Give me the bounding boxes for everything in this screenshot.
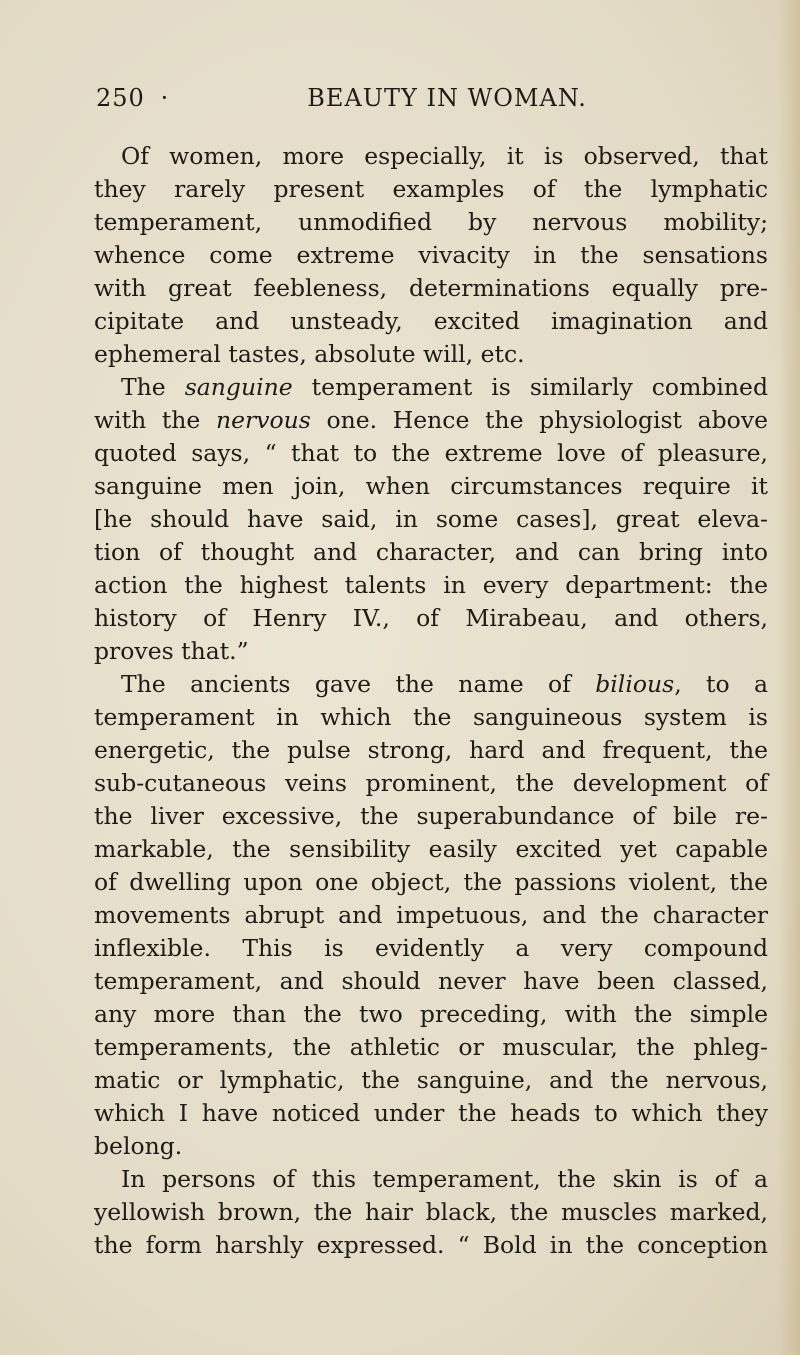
text-line	[94, 371, 768, 404]
text-line	[94, 668, 768, 701]
text-line: tion of thought and character, and can bring into	[94, 538, 768, 566]
text-line: sanguine men join, when circumstances require it	[94, 472, 768, 500]
text-line: the form harshly expressed. “ Bold in the conception	[94, 1231, 768, 1259]
text-line: with great feebleness, determinations equally pre-	[94, 274, 768, 302]
text-run: temperament is similarly combined	[292, 373, 768, 401]
text-line: action the highest talents in every department: the	[94, 571, 768, 599]
text-line: sub-cutaneous veins prominent, the development of	[94, 769, 768, 797]
text-line: belong.	[94, 1132, 183, 1160]
page-edge-shadow	[778, 0, 800, 1355]
text-line: In persons of this temperament, the skin is of a	[121, 1165, 768, 1193]
header-separator: ·	[160, 84, 170, 112]
text-line: proves that.”	[94, 637, 249, 665]
text-run: , to a	[674, 670, 769, 698]
text-run: The ancients gave the name of	[121, 670, 596, 698]
text-line: energetic, the pulse strong, hard and frequent, the	[94, 736, 768, 764]
text-run: The	[121, 373, 185, 401]
text-line: inflexible. This is evidently a very compound	[94, 934, 768, 962]
text-line: whence come extreme vivacity in the sensations	[94, 241, 768, 269]
text-line: movements abrupt and impetuous, and the character	[94, 901, 768, 929]
text-line: Of women, more especially, it is observed, that	[121, 142, 768, 170]
text-line: markable, the sensibility easily excited yet capable	[94, 835, 768, 863]
text-line: any more than the two preceding, with the simple	[94, 1000, 768, 1028]
emphasis-sanguine: sanguine	[184, 373, 293, 401]
text-line: temperament, and should never have been classed,	[94, 967, 768, 995]
text-line: ephemeral tastes, absolute will, etc.	[94, 340, 525, 368]
emphasis-nervous: nervous	[215, 406, 311, 434]
text-line: cipitate and unsteady, excited imagination and	[94, 307, 768, 335]
text-line: the liver excessive, the superabundance of bile re-	[94, 802, 768, 830]
text-line: of dwelling upon one object, the passions violent, the	[94, 868, 768, 896]
running-header	[96, 84, 716, 112]
text-line: [he should have said, in some cases], great eleva-	[94, 505, 768, 533]
text-line: they rarely present examples of the lymphatic	[94, 175, 768, 203]
running-title: BEAUTY IN WOMAN.	[307, 84, 587, 112]
text-line	[94, 404, 768, 437]
text-line: matic or lymphatic, the sanguine, and the nervous,	[94, 1066, 768, 1094]
text-run: with the	[94, 406, 216, 434]
text-line: temperaments, the athletic or muscular, the phleg-	[94, 1033, 768, 1061]
emphasis-bilious: bilious	[595, 670, 675, 698]
page-number: 250	[96, 84, 145, 112]
text-line: quoted says, “ that to the extreme love of pleasure,	[94, 439, 768, 467]
text-line: history of Henry IV., of Mirabeau, and others,	[94, 604, 768, 632]
text-line: temperament in which the sanguineous system is	[94, 703, 768, 731]
body-text	[94, 140, 768, 1262]
text-line: which I have noticed under the heads to which they	[94, 1099, 768, 1127]
text-line: yellowish brown, the hair black, the muscles marked,	[94, 1198, 768, 1226]
text-run: one. Hence the physiologist above	[310, 406, 769, 434]
text-line: temperament, unmodified by nervous mobility;	[94, 208, 768, 236]
